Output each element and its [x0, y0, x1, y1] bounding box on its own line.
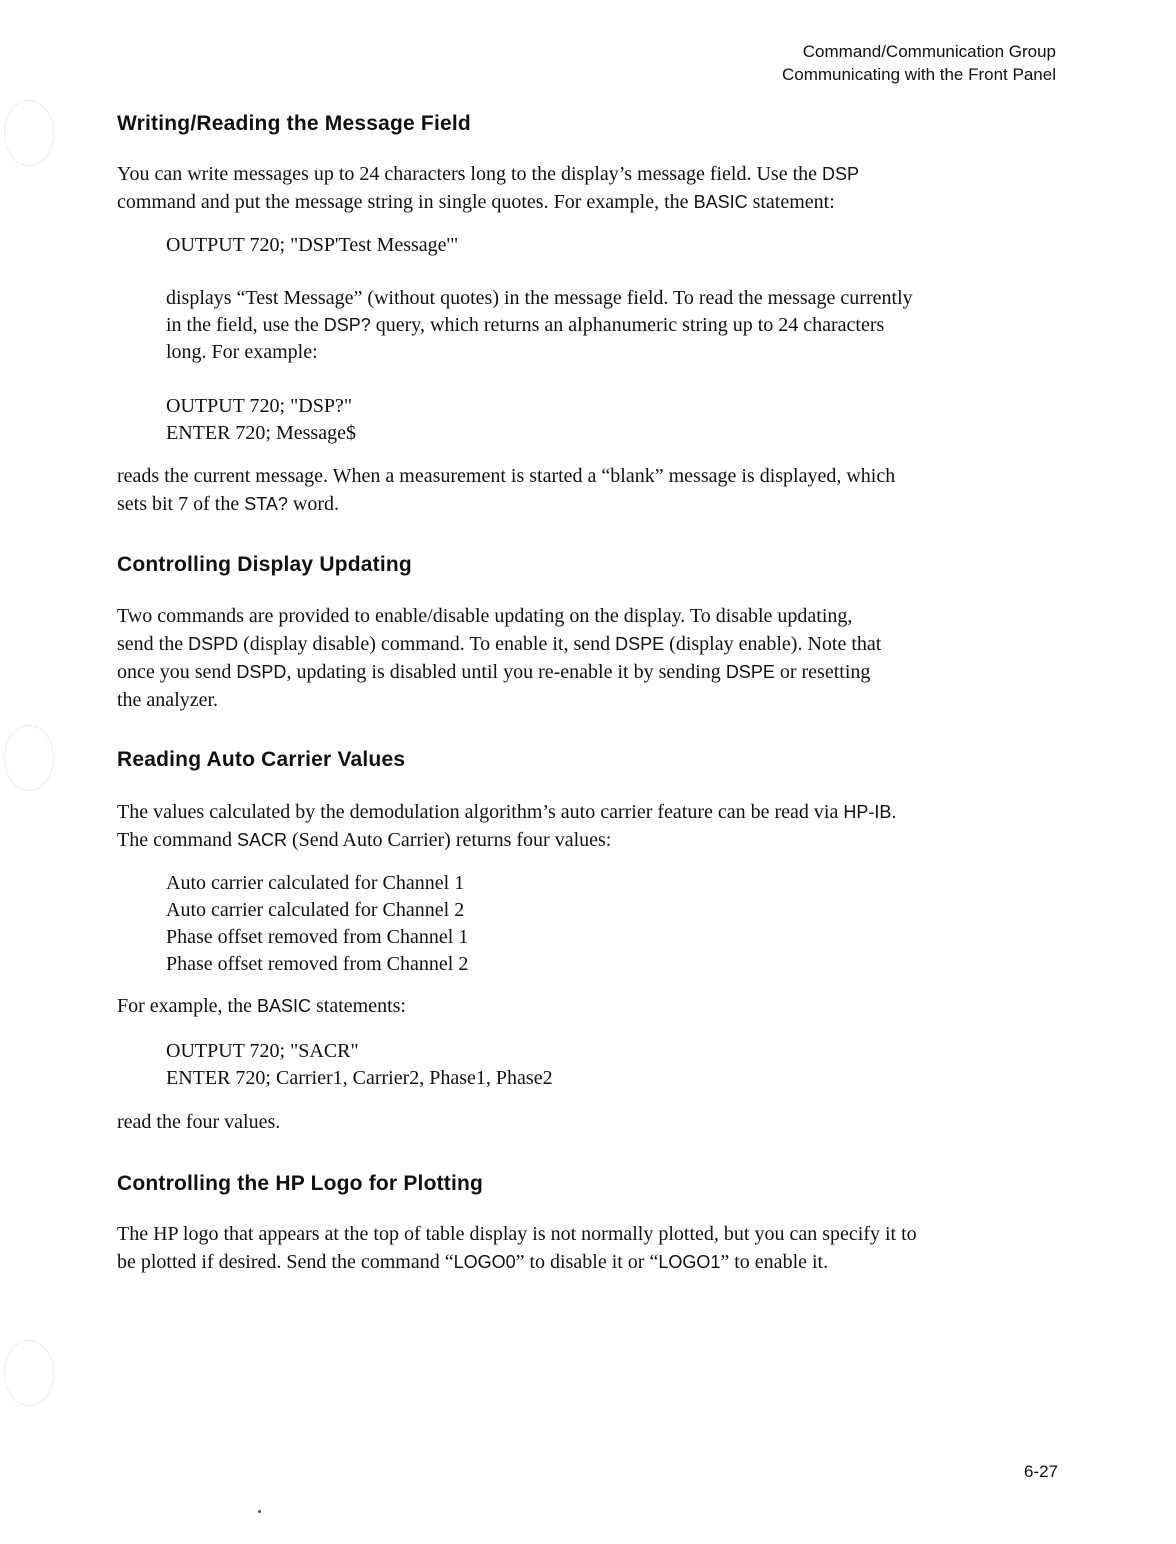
header-group: Command/Communication Group	[802, 42, 1056, 61]
text: Two commands are provided to enable/disable updating on the display. To disable updating,	[117, 605, 853, 627]
command-dspd: DSPD	[188, 634, 239, 654]
text: For example, the	[117, 995, 257, 1017]
command-logo1: LOGO1	[658, 1252, 721, 1272]
text: word.	[287, 493, 340, 515]
list-item: Auto carrier calculated for Channel 2	[166, 899, 465, 921]
code-example-sacr	[166, 1038, 1046, 1092]
running-header	[782, 40, 1056, 86]
text: displays “Test Message” (without quotes) in the message field. To read the message currently	[166, 287, 913, 309]
command-dspd: DSPD	[236, 662, 287, 682]
text: (display disable) command. To enable it, send	[238, 633, 616, 655]
punch-hole-mark	[4, 1340, 54, 1406]
heading-message-field: Writing/Reading the Message Field	[117, 112, 471, 135]
command-dsp-query: DSP?	[323, 315, 371, 335]
text: be plotted if desired. Send the command “	[117, 1251, 454, 1273]
paragraph-message-field-intro	[117, 160, 1047, 216]
heading-auto-carrier: Reading Auto Carrier Values	[117, 748, 406, 771]
code-line: OUTPUT 720; "DSP'Test Message'"	[166, 234, 459, 256]
text: send the	[117, 633, 189, 655]
command-dsp: DSP	[822, 164, 860, 184]
paragraph-sacr-example	[117, 992, 1047, 1020]
command-logo0: LOGO0	[453, 1252, 516, 1272]
text: statement:	[747, 191, 835, 213]
command-basic: BASIC	[256, 996, 311, 1016]
text: ” to enable it.	[720, 1251, 829, 1273]
list-item: Phase offset removed from Channel 2	[166, 953, 469, 975]
text: You can write messages up to 24 characters long to the display’s message field. Use the	[117, 163, 823, 185]
code-line: ENTER 720; Carrier1, Carrier2, Phase1, Phase2	[166, 1067, 553, 1089]
text: the analyzer.	[117, 689, 219, 711]
text: (Send Auto Carrier) returns four values:	[286, 829, 612, 851]
paragraph-auto-carrier-intro	[117, 798, 1047, 854]
scan-speck	[258, 1510, 261, 1513]
text: The values calculated by the demodulation algorithm’s auto carrier feature can be read via	[117, 801, 844, 823]
list-item: Auto carrier calculated for Channel 1	[166, 872, 465, 894]
command-sacr: SACR	[236, 830, 287, 850]
command-hpib: HP-IB.	[843, 802, 897, 822]
text: query, which returns an alphanumeric string up to 24 characters	[370, 314, 885, 336]
header-subsection: Communicating with the Front Panel	[781, 65, 1056, 84]
punch-hole-mark	[4, 725, 54, 791]
code-example-dsp-write	[166, 232, 1046, 259]
text: (display enable). Note that	[664, 633, 882, 655]
list-auto-carrier-values	[166, 870, 1046, 978]
text: in the field, use the	[166, 314, 324, 336]
text: once you send	[117, 661, 237, 683]
code-line: OUTPUT 720; "SACR"	[166, 1040, 359, 1062]
page-number: 6-27	[1023, 1462, 1058, 1481]
text: or resetting	[774, 661, 871, 683]
paragraph-display-updating	[117, 602, 1047, 714]
command-sta-query: STA?	[244, 494, 288, 514]
heading-hp-logo: Controlling the HP Logo for Plotting	[117, 1172, 484, 1195]
text: sets bit 7 of the	[117, 493, 245, 515]
text: ” to disable it or “	[515, 1251, 659, 1273]
command-dspe: DSPE	[725, 662, 775, 682]
text: The HP logo that appears at the top of table display is not normally plotted, but you can specify it to	[117, 1223, 917, 1245]
text: , updating is disabled until you re-enable it by sending	[286, 661, 726, 683]
text: long. For example:	[166, 341, 318, 363]
paragraph-blank-message	[117, 462, 1047, 518]
command-dspe: DSPE	[615, 634, 665, 654]
paragraph-hp-logo	[117, 1220, 1047, 1276]
text: read the four values.	[117, 1111, 281, 1133]
paragraph-dsp-query	[166, 285, 1046, 366]
command-basic: BASIC	[693, 192, 748, 212]
punch-hole-mark	[4, 100, 54, 166]
code-line: OUTPUT 720; "DSP?"	[166, 395, 352, 417]
text: command and put the message string in single quotes. For example, the	[117, 191, 694, 213]
code-line: ENTER 720; Message$	[166, 422, 356, 444]
text: The command	[117, 829, 237, 851]
text: reads the current message. When a measurement is started a “blank” message is displayed, which	[117, 465, 896, 487]
code-example-dsp-read	[166, 393, 1046, 447]
text: statements:	[311, 995, 406, 1017]
paragraph-read-values	[117, 1108, 1047, 1136]
heading-display-updating: Controlling Display Updating	[117, 553, 412, 576]
list-item: Phase offset removed from Channel 1	[166, 926, 469, 948]
